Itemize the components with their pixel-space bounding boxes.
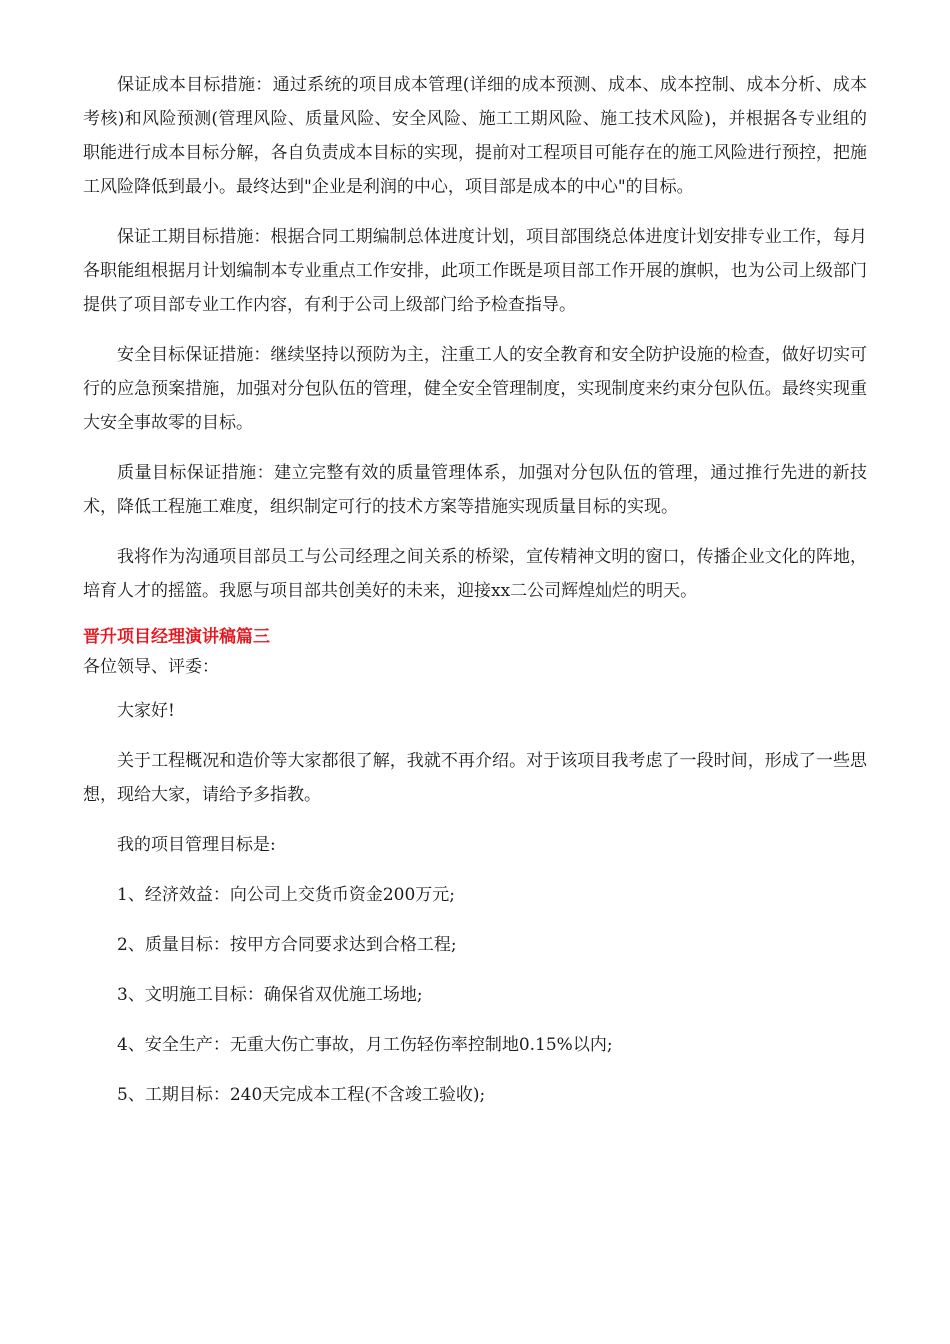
paragraph-cost-measures: 保证成本目标措施：通过系统的项目成本管理(详细的成本预测、成本、成本控制、成本分析、成本考核)和风险预测(管理风险、质量风险、安全风险、施工工期风险、施工技术风险)，并根据各专业组的职能进行成本目标分解，各自负责成本目标的实现，提前对工程项目可能存在的施工风险进行预控，把施工风险降低到最小。最终达到"企业是利润的中心，项目部是成本的中心"的目标。 xyxy=(83,75,867,197)
paragraph-safety-measures: 安全目标保证措施：继续坚持以预防为主，注重工人的安全教育和安全防护设施的检查，做好切实可行的应急预案措施，加强对分包队伍的管理，健全安全管理制度，实现制度来约束分包队伍。最终实现重大安全事故零的目标。 xyxy=(83,345,867,433)
goal-item: 5、工期目标：240天完成本工程(不含竣工验收); xyxy=(117,1085,486,1105)
salutation: 各位领导、评委： xyxy=(83,657,219,677)
greeting: 大家好! xyxy=(117,701,175,721)
paragraph-schedule-measures: 保证工期目标措施：根据合同工期编制总体进度计划，项目部围绕总体进度计划安排专业工作，每月各职能组根据月计划编制本专业重点工作安排，此项工作既是项目部工作开展的旗帜，也为公司上级部门提供了项目部专业工作内容，有利于公司上级部门给予检查指导。 xyxy=(83,227,867,315)
document-page xyxy=(83,68,867,1128)
section-heading: 晋升项目经理演讲稿篇三 xyxy=(83,627,270,647)
goal-item: 3、文明施工目标：确保省双优施工场地; xyxy=(117,985,423,1005)
paragraph-intro: 关于工程概况和造价等大家都很了解，我就不再介绍。对于该项目我考虑了一段时间，形成了一些思想，现给大家，请给予多指教。 xyxy=(83,751,867,805)
goal-item: 4、安全生产：无重大伤亡事故，月工伤轻伤率控制地0.15%以内; xyxy=(117,1035,613,1055)
goal-item: 2、质量目标：按甲方合同要求达到合格工程; xyxy=(117,935,457,955)
goals-title: 我的项目管理目标是: xyxy=(117,835,276,855)
goal-item: 1、经济效益：向公司上交货币资金200万元; xyxy=(117,885,455,905)
paragraph-closing: 我将作为沟通项目部员工与公司经理之间关系的桥梁，宣传精神文明的窗口，传播企业文化的阵地，培育人才的摇篮。我愿与项目部共创美好的未来，迎接xx二公司辉煌灿烂的明天。 xyxy=(83,547,867,601)
paragraph-quality-measures: 质量目标保证措施：建立完整有效的质量管理体系，加强对分包队伍的管理，通过推行先进的新技术，降低工程施工难度，组织制定可行的技术方案等措施实现质量目标的实现。 xyxy=(83,463,867,517)
